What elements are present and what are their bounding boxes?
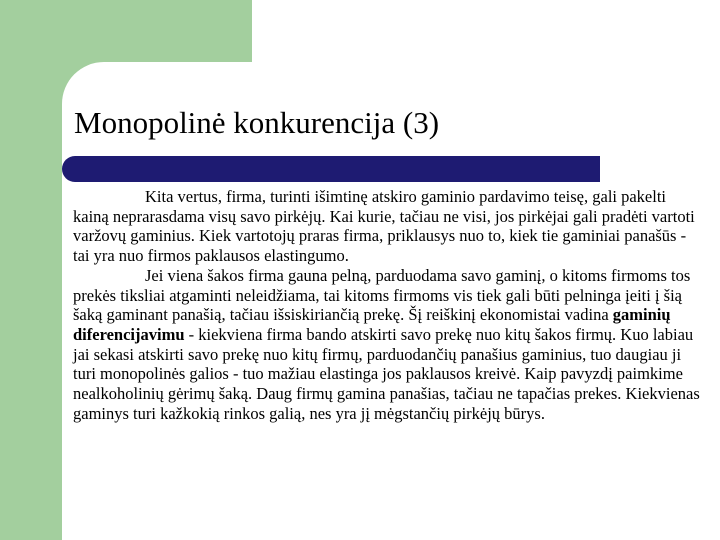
- slide-body: [73, 187, 701, 423]
- body-paragraph-2: [73, 266, 701, 424]
- slide-title: Monopolinė konkurencija (3): [74, 105, 440, 140]
- emphasized-term: gaminių diferencijavimu: [73, 305, 671, 344]
- title-underline-bar: [62, 156, 600, 182]
- paragraph-2-intro-text: Jei viena šakos firma gauna pelną, parduodama savo gaminį, o kitoms firmoms tos prekės tiksliai atgaminti neleidžiama, tai kitoms firmoms vis tiek gali būti pelninga įeiti į šią šaką gaminant panašią, tačiau išsiskiriančią prekę. Šį reiškinį ekonomistai vadina: [73, 265, 691, 325]
- paragraph-2-rest-text: - kiekviena firma bando atskirti savo prekę nuo kitų šakos firmų. Kuo labiau jai sekasi atskirti savo prekę nuo kitų firmų, parduodančių panašius gaminius, tuo daugiau ji turi monopolinės galios - tuo mažiau elastinga jos paklausos kreivė. Kaip pavyzdį paimkime nealkoholinių gėrimų šaką. Daug firmų gamina panašias, tačiau ne tapačias prekes. Kiekvienas gaminys turi kažkokią rinkos galią, nes yra jį mėgstančių pirkėjų būrys.: [73, 324, 700, 423]
- body-paragraph-1: Kita vertus, firma, turinti išimtinę atskiro gaminio pardavimo teisę, gali pakelti kainą neprarasdama visų savo pirkėjų. Kai kurie, tačiau ne visi, jos pirkėjai gali pradėti vartoti varžovų gaminius. Kiek vartotojų praras firma, priklausys nuo to, kiek tie gaminiai panašūs - tai yra nuo firmos paklausos elastingumo.: [73, 187, 695, 266]
